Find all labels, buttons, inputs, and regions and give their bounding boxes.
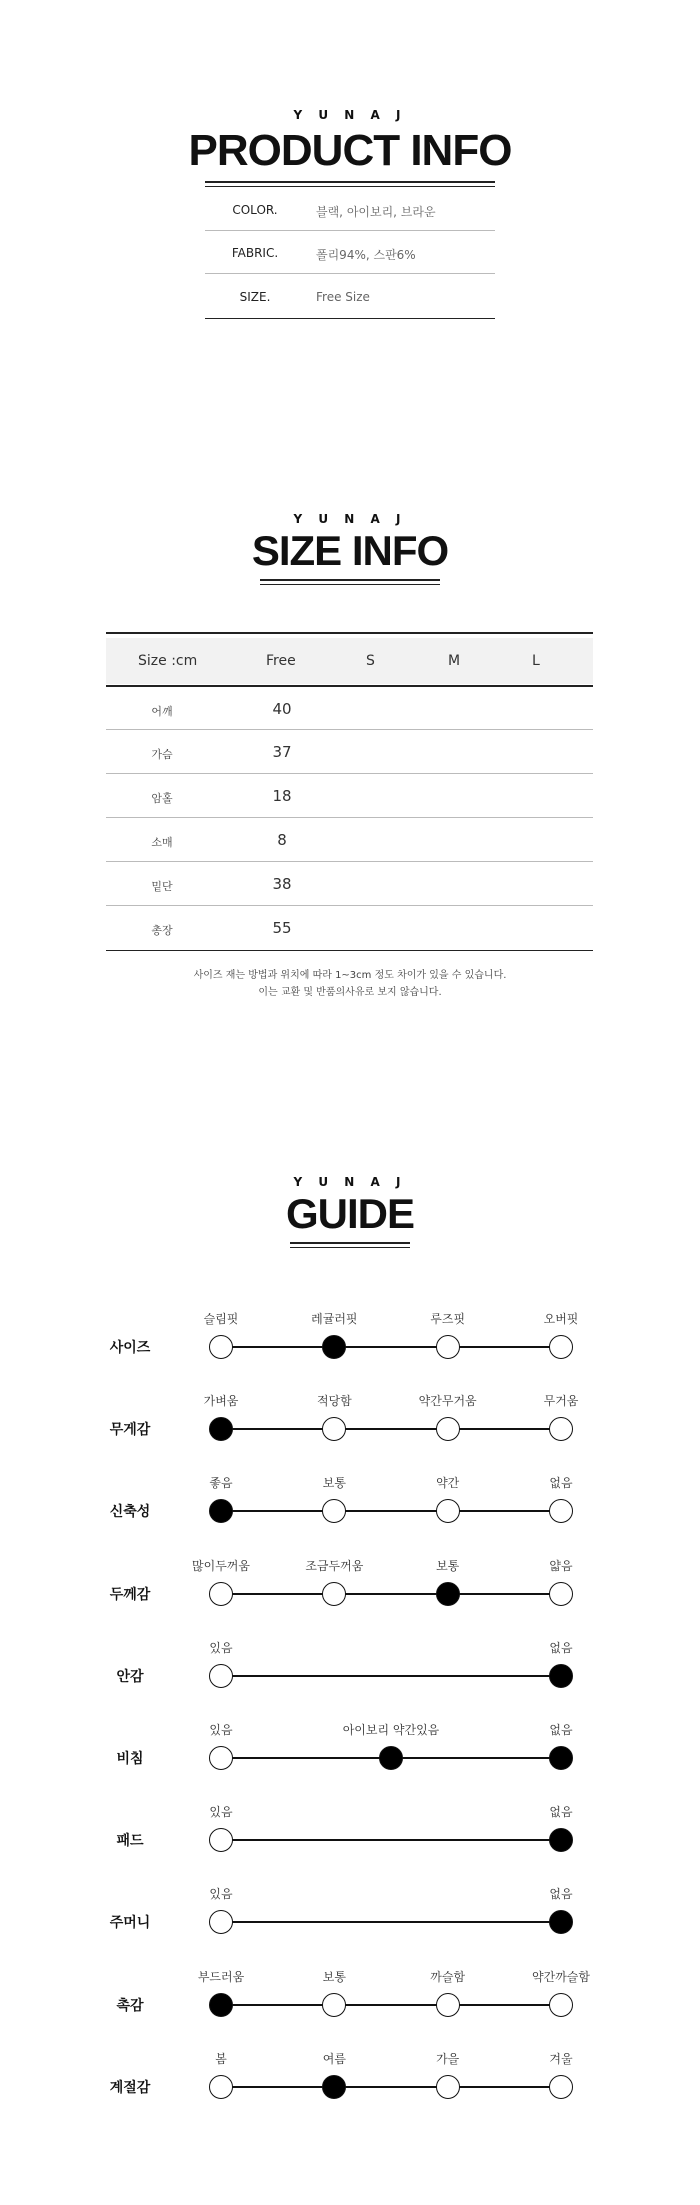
color-label: COLOR.: [232, 203, 278, 217]
title-underline-thin: [260, 584, 440, 585]
guide-option-label: 있음: [209, 1640, 233, 1655]
header-m: M: [448, 653, 461, 669]
row-value-free: 40: [272, 700, 292, 718]
row-divider: [106, 773, 593, 774]
guide-dot: [436, 2075, 460, 2099]
guide-option-label: 약간무거움: [418, 1394, 477, 1409]
guide-dot-selected: [549, 1910, 573, 1934]
guide-option-label: 많이두꺼움: [192, 1558, 250, 1573]
guide-dot: [549, 1417, 573, 1441]
guide-dot-selected: [379, 1746, 403, 1770]
row-label: 소매: [151, 836, 173, 849]
guide-option-label: 약간: [436, 1476, 460, 1491]
row-label: 가슴: [151, 748, 173, 761]
guide-scale-line: [221, 2086, 561, 2088]
guide-row-label: 비침: [116, 1751, 144, 1767]
guide-dot: [549, 1582, 573, 1606]
guide-option-label: 가을: [436, 2051, 460, 2066]
header-free: Free: [266, 653, 296, 669]
title-underline: [205, 181, 495, 183]
guide-dot: [436, 1417, 460, 1441]
title-underline-thin: [290, 1247, 410, 1248]
guide-scale-line: [221, 2004, 561, 2006]
guide-dot: [209, 1664, 233, 1688]
size-note-2: 이는 교환 및 반품의사유로 보지 않습니다.: [258, 987, 442, 998]
guide-option-label: 보통: [322, 1969, 346, 1984]
guide-scale-line: [221, 1593, 561, 1595]
guide-option-label: 가벼움: [203, 1394, 239, 1409]
guide-dot: [322, 1499, 346, 1523]
size-note-1: 사이즈 재는 방법과 위치에 따라 1~3cm 정도 차이가 있을 수 있습니다.: [193, 970, 507, 981]
size-value: Free Size: [316, 290, 370, 304]
brand-name: Y U N A J: [293, 108, 407, 122]
guide-dot: [209, 1335, 233, 1359]
row-label: 총장: [151, 924, 173, 937]
guide-row-label: 신축성: [109, 1504, 151, 1521]
guide-dot: [436, 1499, 460, 1523]
guide-scale-line: [221, 1921, 561, 1923]
row-divider: [106, 905, 593, 906]
brand-name: Y U N A J: [293, 512, 407, 526]
title-underline-thin: [205, 186, 495, 187]
row-divider: [106, 729, 593, 730]
fabric-value: 폴리94%, 스판6%: [316, 248, 416, 262]
product-info-title: PRODUCT INFO: [188, 126, 512, 175]
row-label: 어깨: [151, 705, 173, 718]
guide-scale-line: [221, 1675, 561, 1677]
guide-dot-selected: [209, 1499, 233, 1523]
guide-dot: [322, 1582, 346, 1606]
guide-option-label: 부드러움: [197, 1969, 245, 1984]
guide-option-label: 보통: [436, 1558, 460, 1573]
guide-scale-line: [221, 1428, 561, 1430]
guide-dot-selected: [209, 1417, 233, 1441]
header-size-cm: Size :cm: [138, 653, 198, 669]
guide-option-label: 까슬함: [430, 1969, 466, 1984]
header-bottom-rule: [106, 685, 593, 687]
guide-scale-line: [221, 1510, 561, 1512]
row-value-free: 55: [272, 919, 292, 937]
guide-option-label: 있음: [209, 1723, 233, 1737]
guide-row-label: 패드: [116, 1833, 144, 1850]
guide-dot: [549, 1335, 573, 1359]
row-divider: [205, 230, 495, 231]
guide-dot-selected: [209, 1993, 233, 2017]
guide-scale-line: [221, 1346, 561, 1348]
guide-row-label: 계절감: [109, 2079, 151, 2096]
guide-option-label: 무거움: [543, 1394, 579, 1409]
row-value-free: 18: [272, 787, 292, 805]
guide-option-label: 아이보리 약간있음: [342, 1723, 440, 1737]
row-label: 암홀: [151, 792, 173, 805]
guide-dot: [209, 1582, 233, 1606]
guide-option-label: 보통: [322, 1476, 346, 1491]
guide-row-label: 두께감: [109, 1586, 151, 1603]
row-divider: [205, 273, 495, 274]
guide-dot: [322, 1993, 346, 2017]
guide-option-label: 있음: [209, 1887, 233, 1902]
guide-dot-selected: [322, 2075, 346, 2099]
row-divider: [106, 861, 593, 862]
guide-dot: [549, 1993, 573, 2017]
size-label: SIZE.: [239, 290, 271, 304]
fabric-label: FABRIC.: [231, 246, 279, 260]
guide-option-label: 없음: [549, 1723, 573, 1737]
guide-option-label: 없음: [549, 1640, 573, 1655]
guide-option-label: 없음: [549, 1805, 573, 1820]
guide-option-label: 루즈핏: [430, 1312, 466, 1326]
guide-option-label: 레귤러핏: [311, 1312, 358, 1326]
guide-dot: [436, 1335, 460, 1359]
guide-dot: [209, 1910, 233, 1934]
title-underline: [290, 1242, 410, 1244]
guide-dot: [549, 1499, 573, 1523]
guide-option-label: 겨울: [549, 2051, 573, 2066]
guide-option-label: 있음: [209, 1805, 233, 1820]
guide-option-label: 슬림핏: [203, 1312, 239, 1326]
title-underline: [260, 579, 440, 581]
row-value-free: 37: [272, 743, 292, 761]
table-bottom-rule: [205, 318, 495, 319]
row-divider: [106, 817, 593, 818]
header-l: L: [532, 653, 540, 669]
table-top-rule: [106, 632, 593, 634]
size-info-title: SIZE INFO: [251, 527, 449, 574]
guide-option-label: 오버핏: [543, 1312, 579, 1326]
guide-option-label: 얇음: [549, 1558, 573, 1573]
row-label: 밑단: [151, 880, 173, 893]
guide-row-label: 무게감: [109, 1422, 151, 1439]
guide-title: GUIDE: [285, 1190, 414, 1237]
guide-option-label: 적당함: [316, 1394, 352, 1409]
guide-dot-selected: [549, 1828, 573, 1852]
guide-option-label: 봄: [215, 2051, 227, 2066]
header-s: S: [366, 653, 375, 669]
guide-option-label: 여름: [322, 2051, 346, 2066]
guide-dot: [209, 2075, 233, 2099]
guide-dot-selected: [549, 1746, 573, 1770]
color-value: 블랙, 아이보리, 브라운: [316, 205, 436, 219]
guide-option-label: 약간까슬함: [532, 1969, 590, 1984]
guide-row-label: 촉감: [116, 1997, 144, 2014]
guide-row-label: 주머니: [109, 1915, 151, 1932]
guide-dot-selected: [322, 1335, 346, 1359]
table-bottom-rule: [106, 950, 593, 951]
guide-dot: [436, 1993, 460, 2017]
guide-row-label: 사이즈: [109, 1340, 151, 1356]
guide-dot: [209, 1828, 233, 1852]
guide-option-label: 조금두꺼움: [305, 1558, 364, 1573]
guide-option-label: 없음: [549, 1476, 573, 1491]
guide-scale-line: [221, 1839, 561, 1841]
guide-dot: [322, 1417, 346, 1441]
guide-dot: [549, 2075, 573, 2099]
row-value-free: 8: [277, 831, 287, 849]
guide-dot: [209, 1746, 233, 1770]
brand-name: Y U N A J: [293, 1175, 407, 1189]
row-value-free: 38: [272, 875, 292, 893]
guide-row-label: 안감: [116, 1668, 144, 1685]
guide-dot-selected: [549, 1664, 573, 1688]
guide-dot-selected: [436, 1582, 460, 1606]
guide-option-label: 없음: [549, 1887, 573, 1902]
guide-option-label: 좋음: [209, 1476, 233, 1491]
